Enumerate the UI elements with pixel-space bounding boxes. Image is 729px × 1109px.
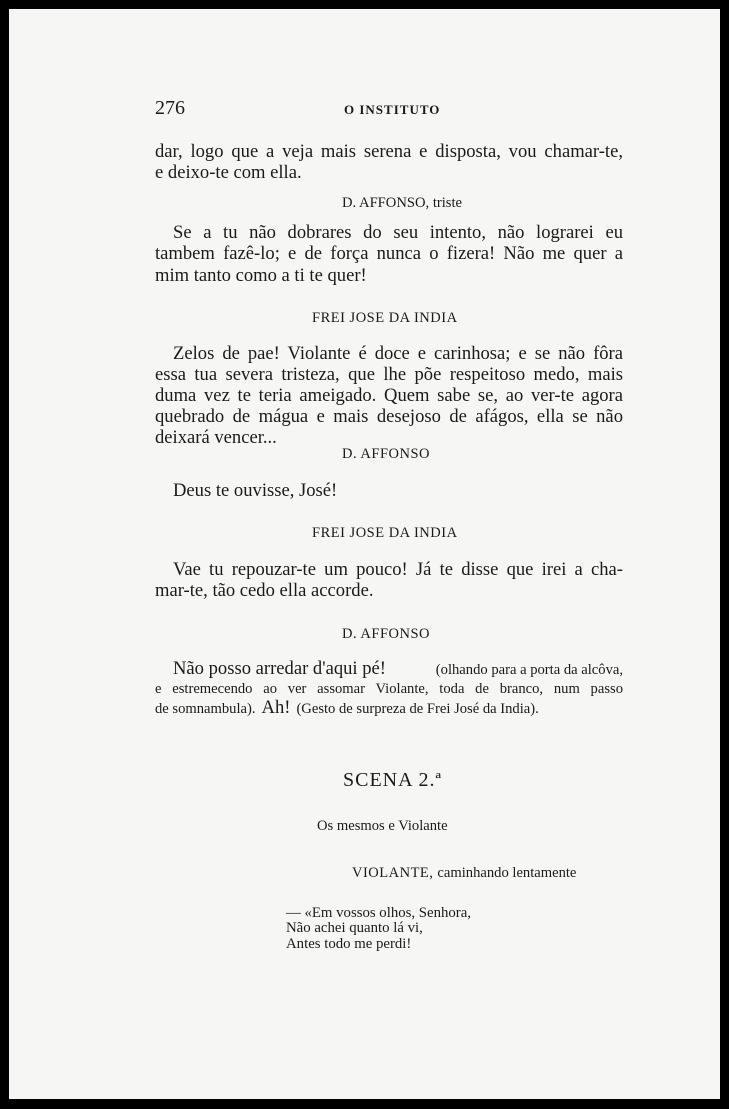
speaker-label: VIOLANTE, <box>352 865 434 881</box>
stage-direction: e estremecendo ao ver assomar Violante, toda de branco, num passo <box>155 681 623 697</box>
text-line: Zelos de pae! Violante é doce e carinhosa; e se não fôra <box>173 343 623 364</box>
running-title: O INSTITUTO <box>344 102 441 117</box>
text-line <box>155 697 593 719</box>
speech-text: Não posso arredar d'aqui pé! <box>173 658 386 679</box>
stage-direction: de somnambula). <box>155 701 256 717</box>
text-line: Vae tu repouzar-te um pouco! Já te disse que irei a cha- <box>173 559 623 580</box>
stage-direction: (Gesto de surpreza de Frei José da India). <box>296 701 539 717</box>
speech-text: Ah! <box>261 697 291 718</box>
stage-direction: (olhando para a porta da alcôva, <box>435 662 623 678</box>
page-number: 276 <box>155 97 185 119</box>
text-line: Se a tu não dobrares do seu intento, não lograrei eu <box>173 222 623 243</box>
text-line: tambem fazê-lo; e de força nunca o fizera! Não me quer a <box>155 243 623 264</box>
text-line: quebrado de mágua e mais desejoso de afágos, ella se não <box>155 406 623 427</box>
verse-line: — «Em vossos olhos, Senhora, <box>286 905 471 921</box>
speaker-label: D. AFFONSO, triste <box>342 195 463 211</box>
text-line: mar-te, tão cedo ella accorde. <box>155 580 374 601</box>
speaker-label: D. AFFONSO <box>342 446 430 462</box>
speaker-label: D. AFFONSO <box>342 626 430 642</box>
speaker-heading <box>352 864 576 882</box>
text-line: deixará vencer... <box>155 427 277 448</box>
text-line: Deus te ouvisse, José! <box>173 480 338 501</box>
text-line: e deixo-te com ella. <box>155 162 302 183</box>
text-line: essa tua severa tristeza, que lhe põe respeitoso medo, mais <box>155 364 623 385</box>
text-line: dar, logo que a veja mais serena e disposta, vou chamar-te, <box>155 141 623 162</box>
text-line: duma vez te teria ameigado. Quem sabe se, ao ver-te agora <box>155 385 623 406</box>
text-line <box>173 658 623 680</box>
verse-line: Antes todo me perdi! <box>286 936 412 952</box>
speaker-label: FREI JOSE DA INDIA <box>312 525 458 541</box>
scene-cast: Os mesmos e Violante <box>317 818 448 834</box>
text-line: mim tanto como a ti te quer! <box>155 265 367 286</box>
book-page <box>9 9 720 1099</box>
verse-line: Não achei quanto lá vi, <box>286 920 423 936</box>
scene-title: SCENA 2.ª <box>343 769 442 791</box>
speaker-label: FREI JOSE DA INDIA <box>312 310 458 326</box>
stage-direction: caminhando lentamente <box>437 865 577 881</box>
